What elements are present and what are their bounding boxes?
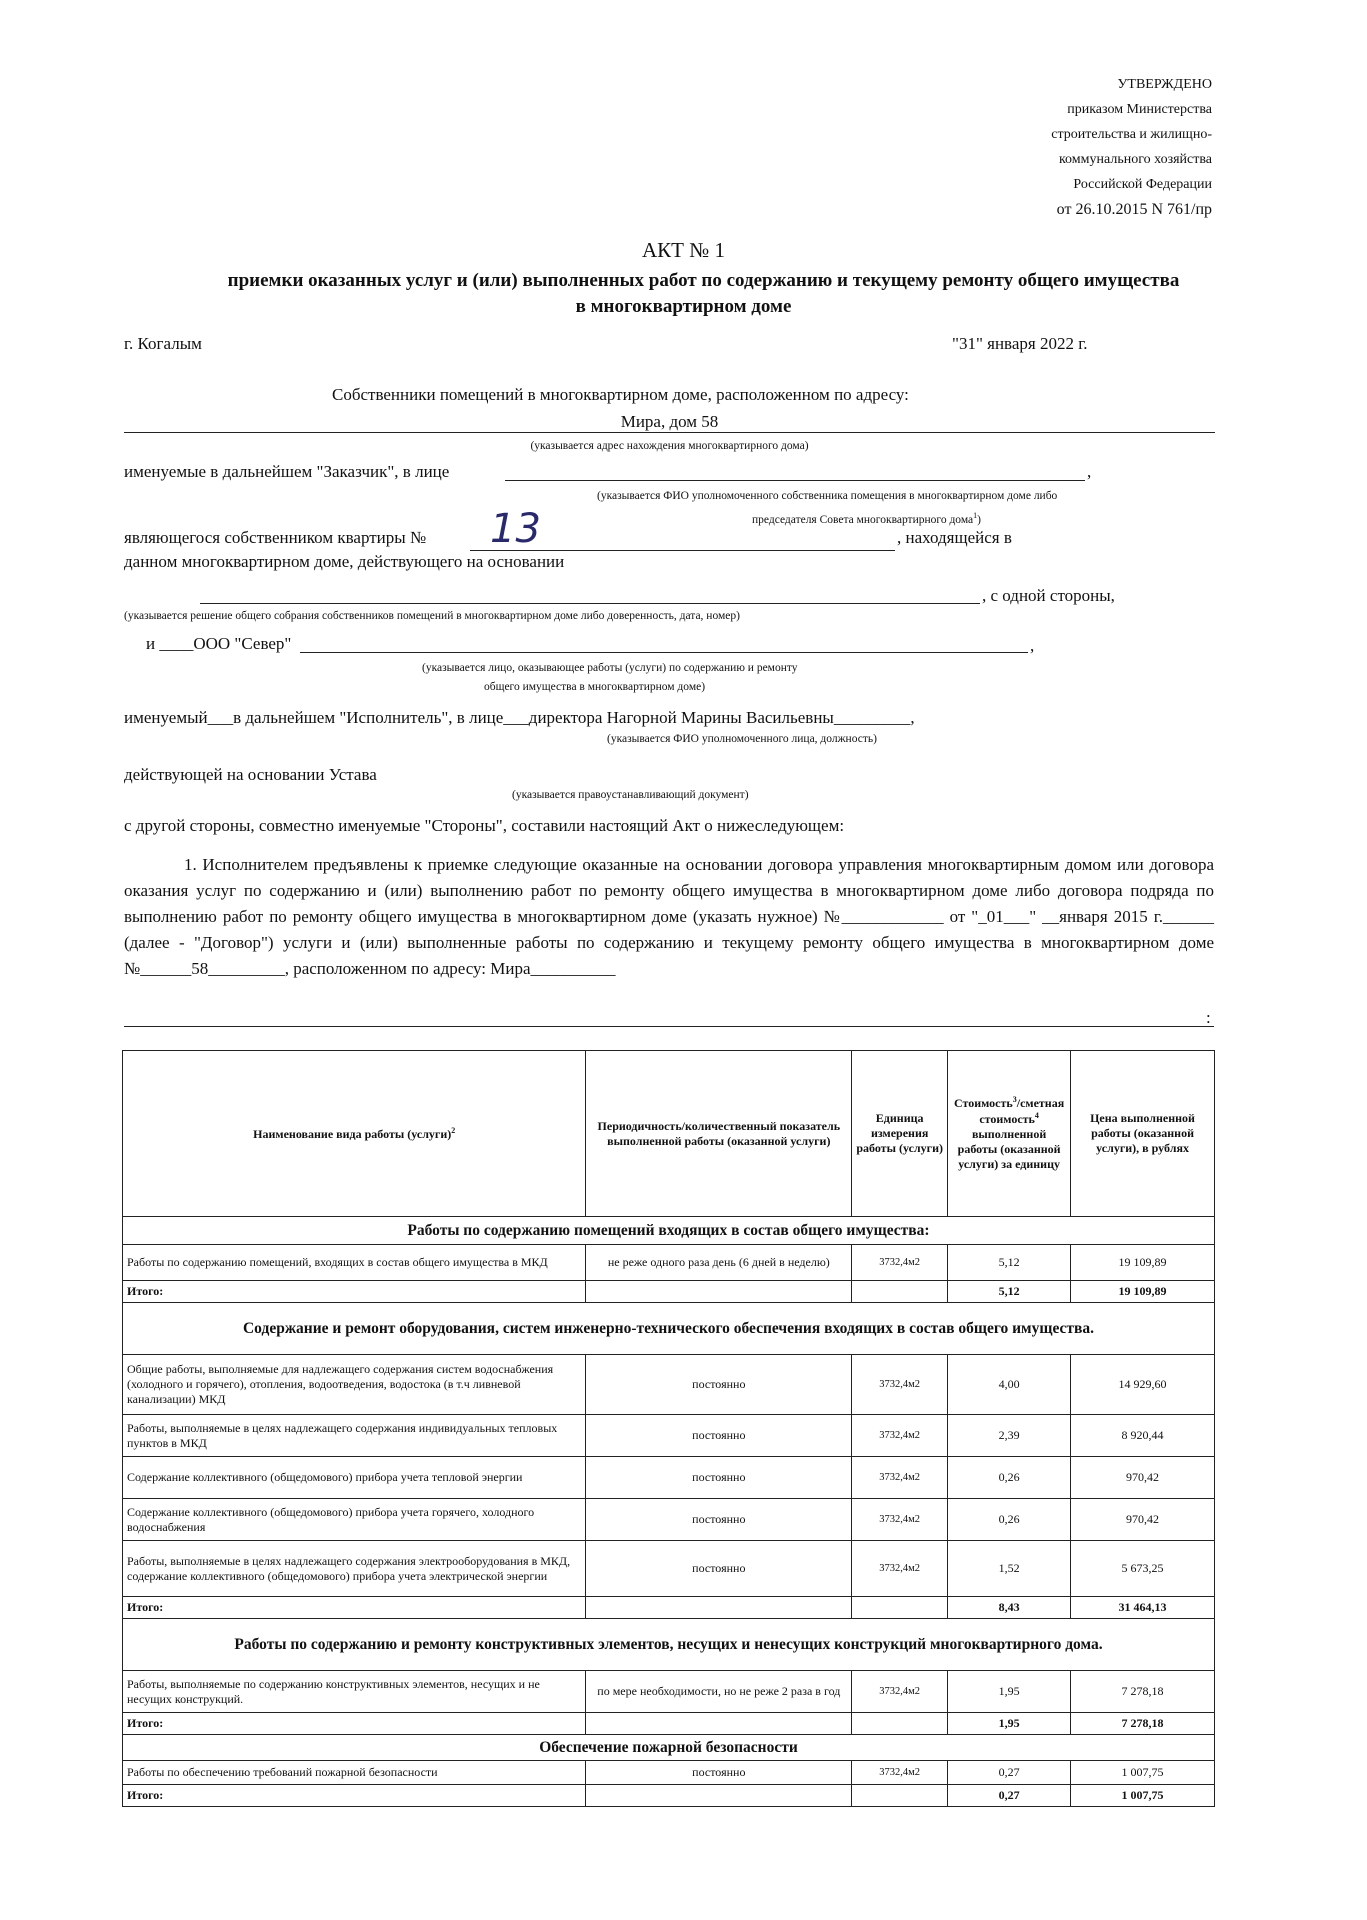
cell-empty xyxy=(852,1597,948,1619)
cell-unit: 3732,4м2 xyxy=(852,1415,948,1457)
address-blank xyxy=(124,1026,1214,1027)
cell-total-cost: 1,95 xyxy=(948,1713,1071,1735)
table-row xyxy=(123,1457,1215,1499)
basis-blank xyxy=(200,603,980,604)
cell-unit: 3732,4м2 xyxy=(852,1761,948,1785)
col-header-name: Наименование вида работы (услуги)$^2$ xyxy=(123,1051,586,1217)
approval-line: коммунального хозяйства xyxy=(1058,152,1212,167)
table-row xyxy=(123,1415,1215,1457)
col-header-unit: Единица измерения работы (услуги) xyxy=(852,1051,948,1217)
act-subtitle: в многоквартирном доме xyxy=(575,296,792,317)
cell-cost: 0,26 xyxy=(948,1457,1071,1499)
cell-period: постоянно xyxy=(586,1355,852,1415)
cell-unit: 3732,4м2 xyxy=(852,1355,948,1415)
cell-total-cost: 8,43 xyxy=(948,1597,1071,1619)
cell-cost: 5,12 xyxy=(948,1245,1071,1281)
address-hint: (указывается адрес нахождения многоквартирного дома) xyxy=(530,440,809,452)
cell-price: 970,42 xyxy=(1071,1457,1215,1499)
table-row xyxy=(123,1541,1215,1597)
city: г. Когалым xyxy=(124,334,202,353)
one-side: , с одной стороны, xyxy=(982,586,1115,605)
cell-unit: 3732,4м2 xyxy=(852,1457,948,1499)
cell-price: 7 278,18 xyxy=(1071,1671,1215,1713)
customer-line: именуемые в дальнейшем "Заказчик", в лице xyxy=(124,462,450,481)
cell-price: 1 007,75 xyxy=(1071,1761,1215,1785)
col-header-price: Цена выполненной работы (оказанной услуги), в рублях xyxy=(1071,1051,1215,1217)
section-header-row xyxy=(123,1303,1215,1355)
cell-empty xyxy=(852,1281,948,1303)
cell-price: 970,42 xyxy=(1071,1499,1215,1541)
cell-empty xyxy=(586,1713,852,1735)
cell-cost: 4,00 xyxy=(948,1355,1071,1415)
cell-name: Работы, выполняемые по содержанию конструктивных элементов, несущих и не несущих конструкций. xyxy=(123,1671,586,1713)
owner-apartment-suffix: , находящейся в xyxy=(897,528,1012,547)
owners-line: Собственники помещений в многоквартирном доме, расположенном по адресу: xyxy=(332,385,909,404)
approval-line: приказом Министерства xyxy=(1067,102,1212,117)
executor-line: именуемый___в дальнейшем "Исполнитель", в лице___директора Нагорной Марины Васильевны_________, xyxy=(124,708,915,727)
contractor-hint: (указывается лицо, оказывающее работы (услуги) по содержанию и ремонту xyxy=(422,662,798,674)
address: Мира, дом 58 xyxy=(124,412,1215,433)
section-header-row xyxy=(123,1619,1215,1671)
cell-total-label: Итого: xyxy=(123,1597,586,1619)
other-side-line: с другой стороны, совместно именуемые "Стороны", составили настоящий Акт о нижеследующем: xyxy=(124,816,845,835)
cell-unit: 3732,4м2 xyxy=(852,1671,948,1713)
cell-period: по мере необходимости, но не реже 2 раза в год xyxy=(586,1671,852,1713)
handwritten-apartment-number: 13 xyxy=(490,506,541,552)
table-row xyxy=(123,1499,1215,1541)
cell-total-label: Итого: xyxy=(123,1785,586,1807)
approval-stamp xyxy=(952,72,1212,222)
owner-apartment-label: являющегося собственником квартиры № xyxy=(124,528,427,547)
approval-line: УТВЕРЖДЕНО xyxy=(1117,77,1212,92)
cell-total-price: 31 464,13 xyxy=(1071,1597,1215,1619)
cell-price: 19 109,89 xyxy=(1071,1245,1215,1281)
basis-hint: (указывается решение общего собрания собственников помещений в многоквартирном доме либо доверенность, дата, номер) xyxy=(124,610,740,622)
cell-period: не реже одного раза день (6 дней в неделю) xyxy=(586,1245,852,1281)
cell-total-cost: 5,12 xyxy=(948,1281,1071,1303)
cell-empty xyxy=(586,1785,852,1807)
cell-period: постоянно xyxy=(586,1457,852,1499)
cell-name: Работы, выполняемые в целях надлежащего содержания индивидуальных тепловых пунктов в МКД xyxy=(123,1415,586,1457)
total-row xyxy=(123,1785,1215,1807)
act-number: АКТ № 1 xyxy=(641,238,726,262)
acting-hint: (указывается правоустанавливающий документ) xyxy=(512,789,749,801)
col-header-period: Периодичность/количественный показатель выполненной работы (оказанной услуги) xyxy=(586,1051,852,1217)
cell-cost: 1,95 xyxy=(948,1671,1071,1713)
cell-name: Содержание коллективного (общедомового) прибора учета горячего, холодного водоснабжения xyxy=(123,1499,586,1541)
table-row xyxy=(123,1355,1215,1415)
cell-total-price: 1 007,75 xyxy=(1071,1785,1215,1807)
total-row xyxy=(123,1713,1215,1735)
approval-line: строительства и жилищно- xyxy=(1051,127,1212,142)
cell-price: 14 929,60 xyxy=(1071,1355,1215,1415)
cell-cost: 0,26 xyxy=(948,1499,1071,1541)
section-title: Работы по содержанию и ремонту конструктивных элементов, несущих и ненесущих конструкций многоквартирного дома. xyxy=(123,1619,1215,1671)
cell-name: Работы по обеспечению требований пожарной безопасности xyxy=(123,1761,586,1785)
paragraph-1: 1. Исполнителем предъявлены к приемке следующие оказанные на основании договора управления многоквартирным домом или договора оказания услуг по содержанию и (или) выполнению работ по ремонту общего имущества в многоквартирном доме либо договора подряда по выполнению работ по ремонту общего имущества в многоквартирном доме (указать нужное) №____________ от "_01___" __января 2015 г.______ (далее - "Договор") услуги и (или) выполненные работы по содержанию и текущему ремонту общего имущества в многоквартирном доме №______58_________, расположенном по адресу: Мира__________ xyxy=(124,855,1214,978)
cell-empty xyxy=(852,1713,948,1735)
cell-total-cost: 0,27 xyxy=(948,1785,1071,1807)
executor-hint: (указывается ФИО уполномоченного лица, должность) xyxy=(607,733,877,745)
cell-unit: 3732,4м2 xyxy=(852,1541,948,1597)
act-title: приемки оказанных услуг и (или) выполненных работ по содержанию и текущему ремонту общего имущества xyxy=(227,270,1180,291)
cell-empty xyxy=(586,1281,852,1303)
cell-total-price: 7 278,18 xyxy=(1071,1713,1215,1735)
cell-period: постоянно xyxy=(586,1761,852,1785)
cell-name: Работы по содержанию помещений, входящих в состав общего имущества в МКД xyxy=(123,1245,586,1281)
cell-unit: 3732,4м2 xyxy=(852,1245,948,1281)
cell-price: 8 920,44 xyxy=(1071,1415,1215,1457)
table-row xyxy=(123,1245,1215,1281)
services-table xyxy=(122,1050,1215,1807)
cell-empty xyxy=(586,1597,852,1619)
total-row xyxy=(123,1281,1215,1303)
section-header-row xyxy=(123,1735,1215,1761)
approval-order: от 26.10.2015 N 761/пр xyxy=(1056,201,1212,218)
cell-unit: 3732,4м2 xyxy=(852,1499,948,1541)
customer-hint2: председателя Совета многоквартирного дома$^1$) xyxy=(752,511,981,526)
acting-line: действующей на основании Устава xyxy=(124,765,377,784)
cell-cost: 2,39 xyxy=(948,1415,1071,1457)
cell-period: постоянно xyxy=(586,1541,852,1597)
cell-name: Работы, выполняемые в целях надлежащего содержания электрооборудования в МКД, содержание коллективного (общедомового) прибора учета электрической энергии xyxy=(123,1541,586,1597)
cell-empty xyxy=(852,1785,948,1807)
cell-cost: 0,27 xyxy=(948,1761,1071,1785)
cell-name: Содержание коллективного (общедомового) прибора учета тепловой энергии xyxy=(123,1457,586,1499)
section-title: Обеспечение пожарной безопасности xyxy=(123,1735,1215,1761)
cell-period: постоянно xyxy=(586,1415,852,1457)
cell-cost: 1,52 xyxy=(948,1541,1071,1597)
contractor-blank xyxy=(300,652,1028,653)
table-row xyxy=(123,1761,1215,1785)
table-row xyxy=(123,1671,1215,1713)
cell-total-price: 19 109,89 xyxy=(1071,1281,1215,1303)
act-date: "31" января 2022 г. xyxy=(952,334,1088,353)
colon: : xyxy=(1206,1008,1211,1027)
basis-line: данном многоквартирном доме, действующего на основании xyxy=(124,552,565,571)
section-title: Содержание и ремонт оборудования, систем инженерно-технического обеспечения входящих в состав общего имущества. xyxy=(123,1303,1215,1355)
cell-name: Общие работы, выполняемые для надлежащего содержания систем водоснабжения (холодного и горячего), отопления, водоотведения, водостока (в т.ч ливневой канализации) МКД xyxy=(123,1355,586,1415)
cell-period: постоянно xyxy=(586,1499,852,1541)
cell-total-label: Итого: xyxy=(123,1281,586,1303)
contractor-hint2: общего имущества в многоквартирном доме) xyxy=(484,681,706,693)
customer-blank xyxy=(505,480,1085,481)
cell-price: 5 673,25 xyxy=(1071,1541,1215,1597)
approval-line: Российской Федерации xyxy=(1073,177,1212,192)
contractor-name: и ____ООО "Север" xyxy=(146,634,292,653)
customer-hint: (указывается ФИО уполномоченного собственника помещения в многоквартирном доме либо xyxy=(597,490,1058,502)
col-header-cost: Стоимость$^3$/сметная стоимость$^4$ выполненной работы (оказанной услуги) за единицу xyxy=(948,1051,1071,1217)
total-row xyxy=(123,1597,1215,1619)
section-header-row xyxy=(123,1217,1215,1245)
section-title: Работы по содержанию помещений входящих в состав общего имущества: xyxy=(123,1217,1215,1245)
table-header-row xyxy=(123,1051,1215,1217)
cell-total-label: Итого: xyxy=(123,1713,586,1735)
